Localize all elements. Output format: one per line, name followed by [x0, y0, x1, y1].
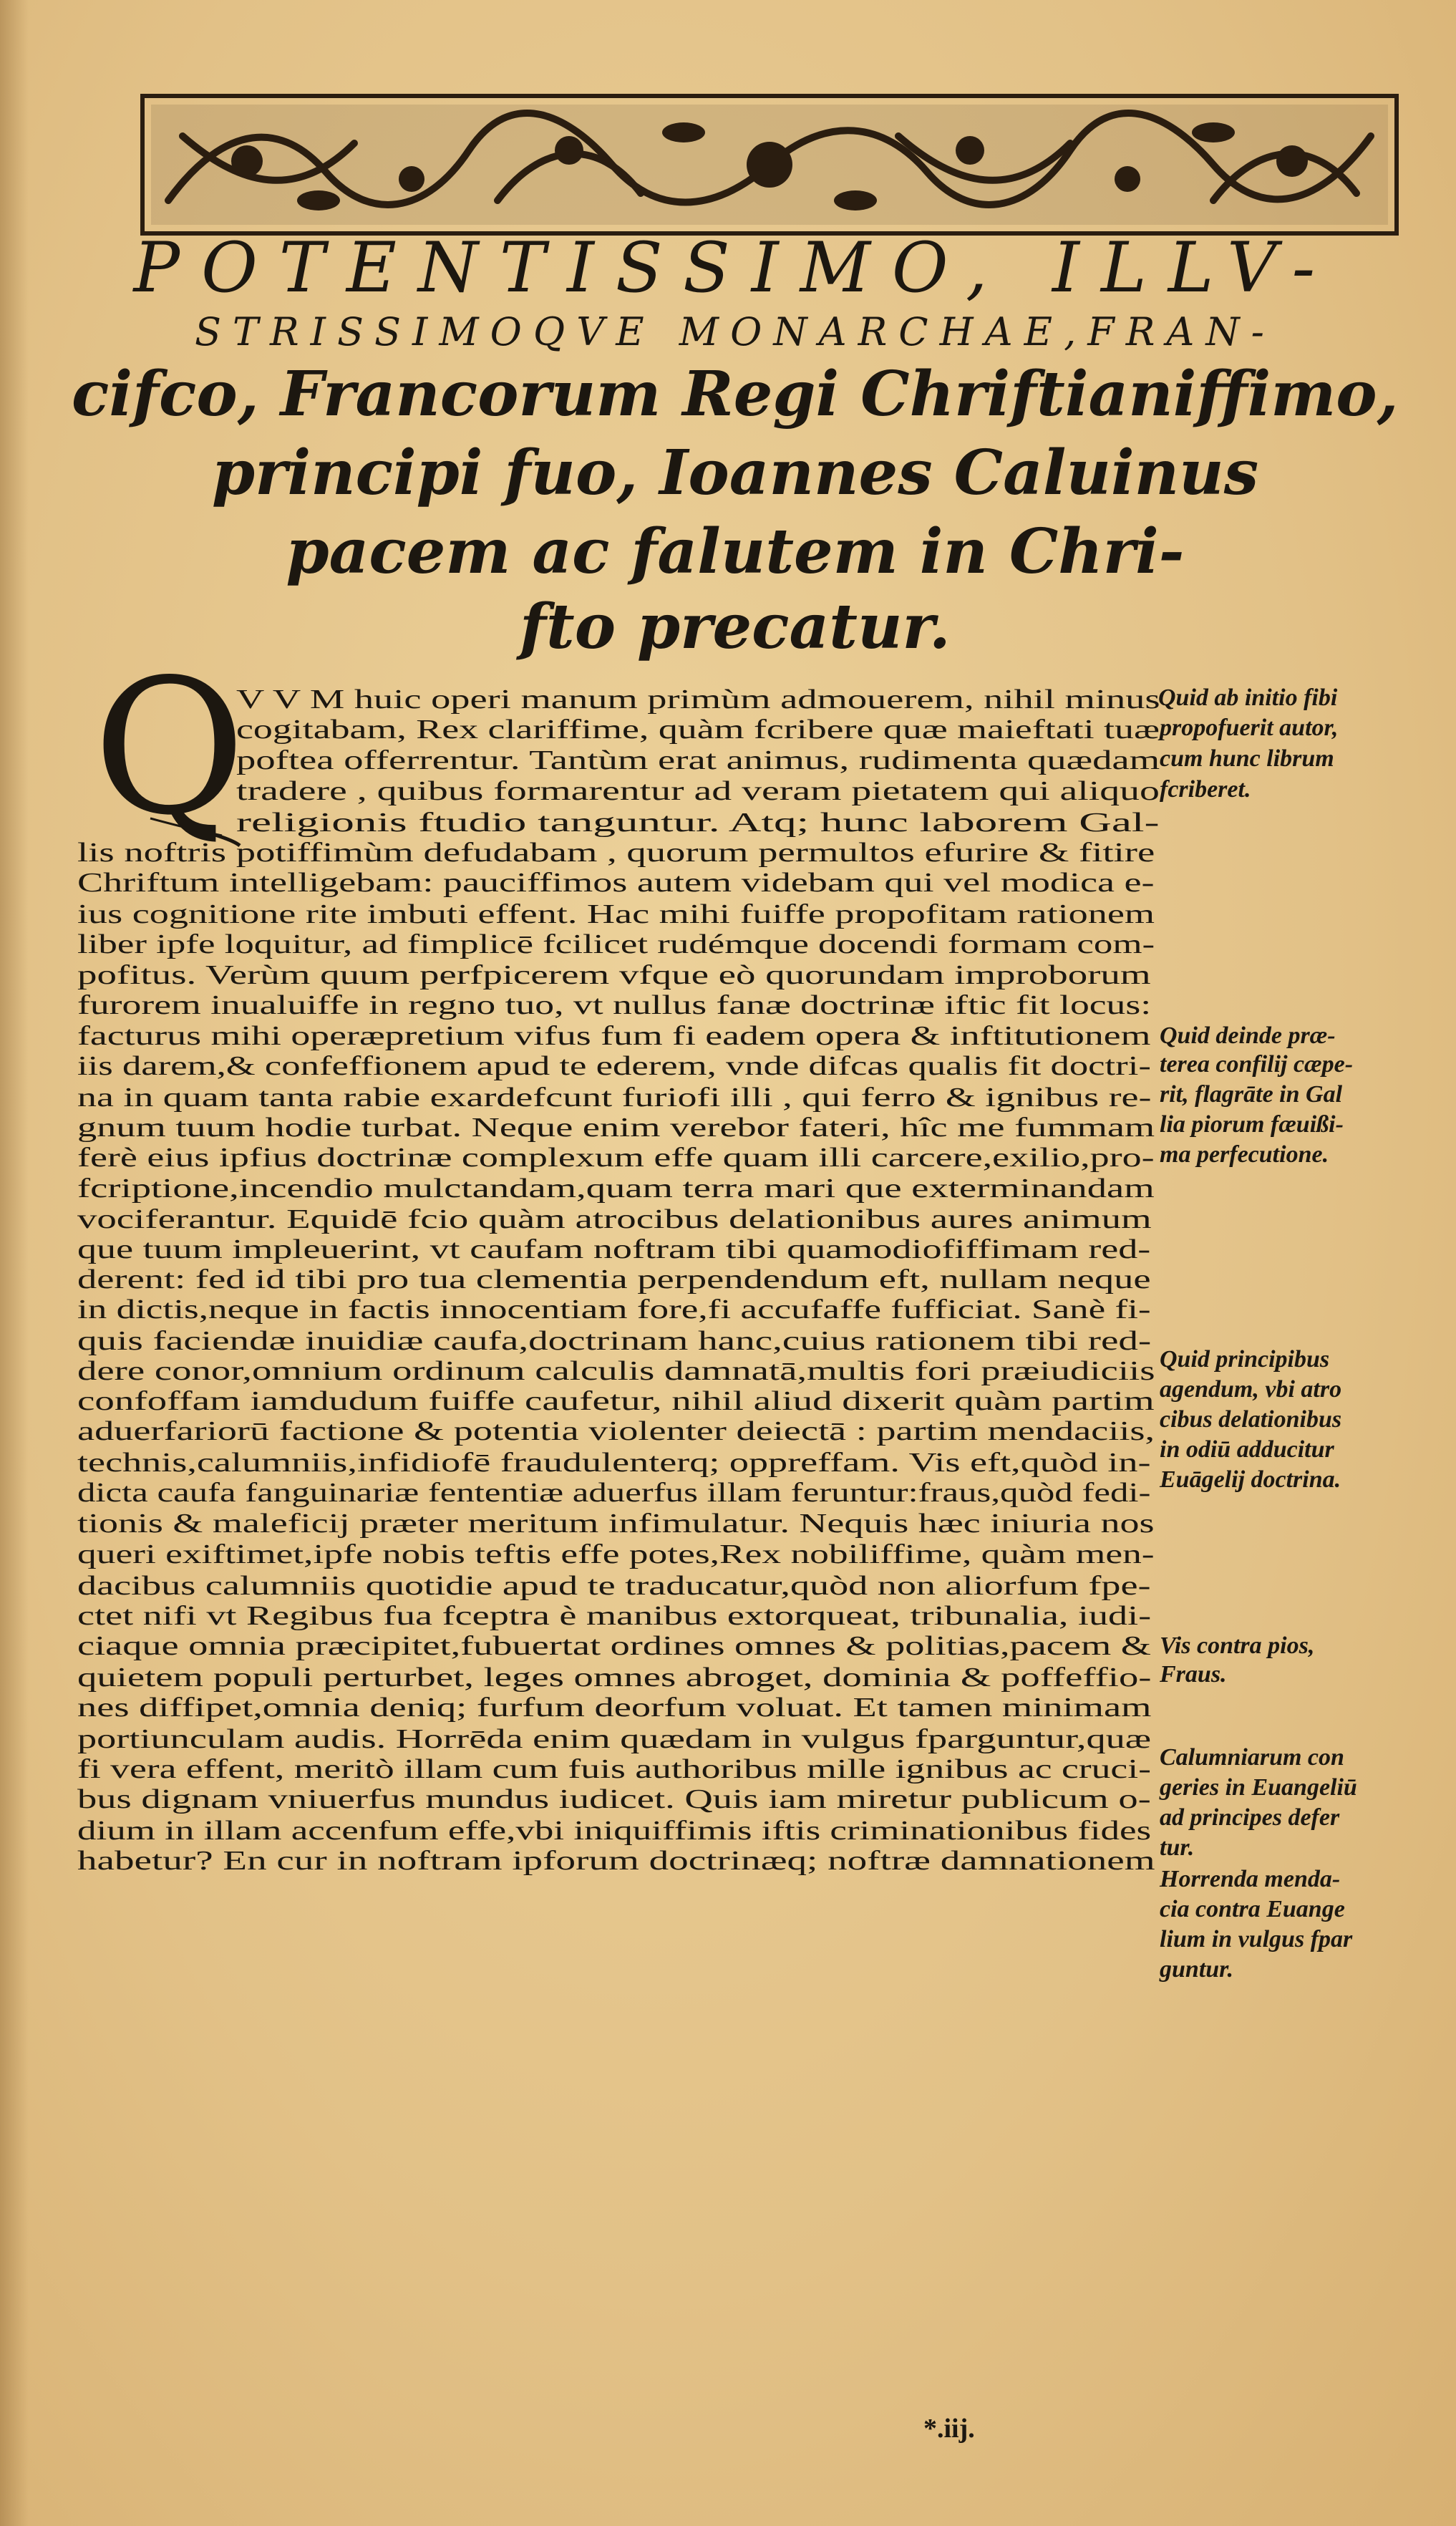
- text-line: dere conor,omnium ordinum calculis damnatā,multis fori præiudiciis: [77, 1356, 1155, 1386]
- text-line: fcriptione,incendio mulctandam,quam terra mari que exterminandam: [77, 1174, 1155, 1204]
- margin-note: Fraus.: [1160, 1661, 1227, 1688]
- margin-note: propofuerit autor,: [1160, 715, 1339, 741]
- margin-note: rit, flagrāte in Gal: [1160, 1081, 1343, 1108]
- text-line: queri exiftimet,ipfe nobis teftis effe potes,Rex nobiliffime, quàm men-: [77, 1539, 1155, 1569]
- text-line: in dictis,neque in factis innocentiam fore,fi accufaffe fufficiat. Sanè fi-: [77, 1295, 1151, 1325]
- text-line: cogitabam, Rex clariffime, quàm fcribere quæ maieftati tuæ: [236, 715, 1160, 745]
- margin-note: ad principes defer: [1160, 1804, 1340, 1831]
- text-line: iis darem,& confeffionem apud te ederem, vnde difcas qualis fit doctri-: [77, 1051, 1151, 1081]
- margin-note: geries in Euangeliū: [1160, 1774, 1357, 1801]
- title-line-1: POTENTISSIMO, ILLV-: [133, 228, 1337, 308]
- text-line: lis noftris potiffimùm defudabam , quorum permultos efurire & fitire: [77, 838, 1155, 868]
- margin-note: Horrenda menda-: [1160, 1866, 1341, 1892]
- title-line-6: fto precatur.: [520, 591, 951, 663]
- margin-note: lium in vulgus fpar: [1160, 1926, 1353, 1952]
- title-line-3: cifco, Francorum Regi Chriftianiffimo,: [72, 358, 1399, 430]
- title-line-4: principi fuo, Ioannes Caluinus: [212, 437, 1259, 509]
- text-line: dium in illam accenfum effe,vbi iniquiffimis iftis criminationibus fides: [77, 1816, 1152, 1846]
- text-line: tionis & maleficij præter meritum infimulatur. Nequis hæc iniuria nos: [77, 1509, 1155, 1539]
- text-line: na in quam tanta rabie exardefcunt furiofi illi , qui ferro & ignibus re-: [77, 1083, 1152, 1113]
- title-line-2: STRISSIMOQVE MONARCHAE,FRAN-: [195, 309, 1276, 354]
- text-line: confoffam iamdudum fuiffe caufetur, nihil aliud dixerit quàm partim: [77, 1386, 1155, 1416]
- title-line-5: pacem ac falutem in Chri-: [286, 516, 1185, 588]
- text-line: aduerfariorū factione & potentia violenter deiectā : partim mendaciis,: [77, 1416, 1155, 1446]
- margin-note: Quid ab initio fibi: [1158, 684, 1338, 711]
- margin-note: in odiū adducitur: [1160, 1436, 1334, 1463]
- text-line: bus dignam vniuerfus mundus iudicet. Quis iam miretur publicum o-: [77, 1784, 1151, 1814]
- text-line: tradere , quibus formarentur ad veram pietatem qui aliquo: [236, 776, 1160, 806]
- text-line: nes diffipet,omnia deniq; furfum deorfum voluat. Et tamen minimam: [77, 1693, 1152, 1723]
- text-line: ciaque omnia præcipitet,fubuertat ordines omnes & politias,pacem &: [77, 1631, 1151, 1661]
- text-line: fi vera effent, meritò illam cum fuis authoribus mille ignibus ac cruci-: [77, 1754, 1151, 1784]
- drop-cap-letter: Q: [93, 640, 246, 856]
- text-line: religionis ftudio tanguntur. Atq; hunc laborem Gal-: [236, 808, 1160, 838]
- text-line: V V M huic operi manum primùm admouerem, nihil minus: [236, 684, 1160, 715]
- margin-note: cibus delationibus: [1160, 1406, 1342, 1433]
- margin-note: guntur.: [1160, 1956, 1234, 1983]
- text-line: poftea offerrentur. Tantùm erat animus, rudimenta quædam: [236, 745, 1160, 775]
- text-line: dacibus calumniis quotidie apud te traducatur,quòd non aliorfum fpe-: [77, 1571, 1151, 1601]
- margin-note: lia piorum fæuißi-: [1160, 1111, 1344, 1138]
- signature-mark: *.iij.: [923, 2414, 975, 2444]
- text-line: ctet nifi vt Regibus fua fceptra è manibus extorqueat, tribunalia, iudi-: [77, 1601, 1152, 1631]
- text-line: vociferantur. Equidē fcio quàm atrocibus delationibus aures animum: [77, 1204, 1152, 1234]
- margin-note: cum hunc librum: [1160, 745, 1334, 772]
- text-line: quietem populi perturbet, leges omnes abroget, dominia & poffeffio-: [77, 1663, 1152, 1693]
- margin-note: Vis contra pios,: [1160, 1632, 1315, 1659]
- text-line: Chriftum intelligebam: pauciffimos autem videbam qui vel modica e-: [77, 868, 1155, 898]
- text-line: dicta caufa fanguinariæ fententiæ aduerfus illam feruntur:fraus,quòd fedi-: [77, 1478, 1151, 1508]
- text-line: furorem inualuiffe in regno tuo, vt nullus fanæ doctrinæ iftic fit locus:: [77, 990, 1152, 1020]
- text-line: derent: fed id tibi pro tua clementia perpendendum eft, nullam neque: [77, 1264, 1151, 1295]
- text-line: liber ipfe loquitur, ad fimplicē fcilicet rudémque docendi formam com-: [77, 929, 1155, 959]
- margin-note: agendum, vbi atro: [1160, 1376, 1342, 1403]
- text-line: technis,calumniis,infidiofē fraudulenterq; oppreffam. Vis eft,quòd in-: [77, 1448, 1151, 1478]
- margin-note: Calumniarum con: [1160, 1744, 1344, 1771]
- margin-note: ma perfecutione.: [1160, 1141, 1329, 1168]
- margin-note: terea confilij cæpe-: [1160, 1051, 1354, 1078]
- margin-note: Quid deinde præ-: [1160, 1022, 1336, 1049]
- text-line: gnum tuum hodie turbat. Neque enim verebor fateri, hîc me fummam: [77, 1113, 1155, 1143]
- text-line: portiunculam audis. Horrēda enim quædam in vulgus fparguntur,quæ: [77, 1724, 1151, 1754]
- margin-note: Euāgelij doctrina.: [1160, 1466, 1341, 1493]
- text-line: habetur? En cur in noftram ipforum doctrinæq; noftræ damnationem: [77, 1846, 1155, 1876]
- margin-note: Quid principibus: [1160, 1346, 1330, 1373]
- margin-note: tur.: [1160, 1834, 1195, 1861]
- margin-note: fcriberet.: [1160, 776, 1251, 803]
- text-line: facturus mihi operæpretium vifus fum fi eadem opera & inftitutionem: [77, 1021, 1151, 1051]
- margin-note: cia contra Euange: [1160, 1896, 1345, 1922]
- text-line: ius cognitione rite imbuti effent. Hac mihi fuiffe propofitam rationem: [77, 899, 1155, 929]
- text-line: pofitus. Verùm quum perfpicerem vfque eò quorundam improborum: [77, 960, 1151, 990]
- text-line: ferè eius ipfius doctrinæ complexum effe quam illi carcere,exilio,pro-: [77, 1143, 1155, 1173]
- text-line: quis faciendæ inuidiæ caufa,doctrinam hanc,cuius rationem tibi red-: [77, 1326, 1152, 1356]
- text-line: que tuum impleuerint, vt caufam noftram tibi quamodiofiffimam red-: [77, 1234, 1151, 1264]
